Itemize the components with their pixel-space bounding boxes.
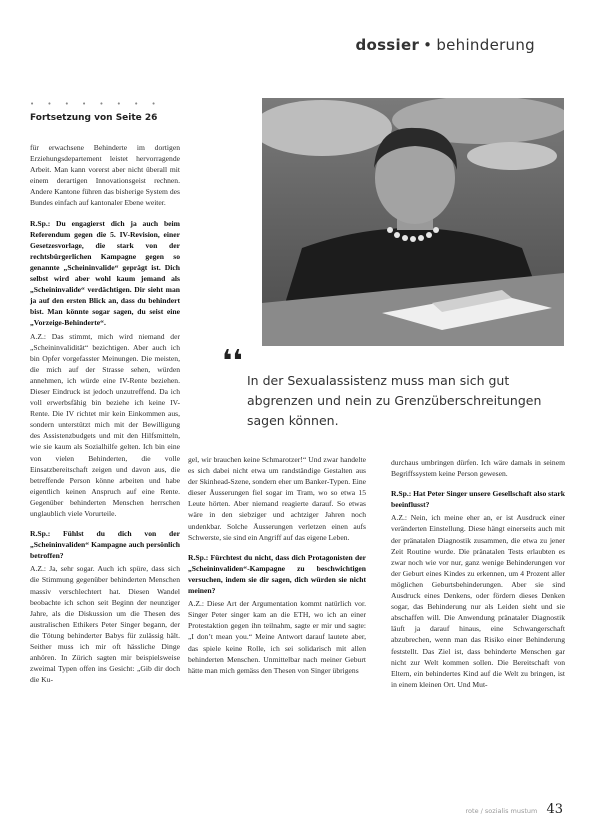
continuation-label: Fortsetzung von Seite 26 <box>30 113 158 123</box>
interview-question: R.Sp.: Du engagierst dich ja auch beim Referendum gegen die 5. IV-Revision, einer Gesetzesvorlage, die stark von der rechtsbürgerlichen Kampagne gegen so genannte „Scheininvalide“ geprägt ist. Dich selbst wird aber wohl kaum jemand als „Scheininvalide“ verdächtigen. Dir sieht man ja auf den ersten Blick an, dass du behindert bist. Man könnte sogar sagen, du seist eine „Vorzeige-Behinderte“. <box>30 218 180 328</box>
interview-question: R.Sp.: Fürchtest du nicht, dass dich Protagonisten der „Scheininvaliden“-Kampagne zu beschwichtigen versuchen, indem sie dir sagen, dich würden sie nicht meinen? <box>188 552 366 596</box>
pull-quote: In der Sexualassistenz muss man sich gut abgrenzen und nein zu Grenzüberschreitungen sagen können. <box>247 373 542 428</box>
paragraph: durchaus umbringen dürfen. Ich wäre damals in seinem Begriffssystem keine Person gewesen. <box>391 458 565 479</box>
paragraph: A.Z.: Nein, ich meine eher an, er ist Ausdruck einer veränderten Einstellung. Diese hängt einerseits auch mit der pränatalen Diagnostik zusammen, die etwa zu jener Zeit Routine wurde. Die pränatalen Tests erlaubten es zwar noch wie vor nur, ganz wenige Behinderungen vor der Geburt eines Kindes zu erkennen, um 4 Prozent aller möglichen Geburtsbehinderungen. Aber sie sind Ausdruck eines Denkens, oder fördern dieses Denken sogar, das Behinderung nur als Leiden sieht und sie abschaffen will. Die Anwendung pränataler Diagnostik läuft ja darauf hinaus, eine Schwangerschaft abzubrechen, wenn man das Risiko einer Behinderung feststellt. Das Ziel ist, dass behinderte Menschen gar nicht zur Welt kommen sollen. Die Bereitschaft von Eltern, ein behindertes Kind auf die Welt zu bringen, ist in einem kleinen Ort. Und Mut- <box>391 513 565 689</box>
quote-mark-icon: ❛❛ <box>222 344 243 379</box>
interview-question: R.Sp.: Fühlst du dich von der „Scheininvaliden“ Kampagne auch persönlich betroffen? <box>30 529 180 561</box>
paragraph: A.Z.: Ja, sehr sogar. Auch ich spüre, dass sich die Stimmung gegenüber behinderten Menschen massiv verschlechtert hat. Diesen Wandel beobachte ich schon seit Beginn der neunziger Jahre, als die Diskussion um die Thesen des australischen Ethikers Peter Singer begann, der die Tötung behinderter Babys für zulässig hält. Seither muss ich mir oft hässliche Dinge anhören. In Zürich sagten mir beispielsweise zweimal Typen offen ins Gesicht: „Gib dir doch die Ku- <box>30 564 180 685</box>
paragraph: A.Z.: Das stimmt, mich wird niemand der „Scheininvalidität“ bezichtigen. Aber auch ich bin Opfer vorgefasster Meinungen. Die meisten, die mich auf der Strasse sehen, würden annehmen, ich würde eine IV-Rente beziehen. Dieser Eindruck ist jedoch unzutreffend. Da ich voll erwerbsfähig bin beziehe ich keine IV-Rente. Die IV richtet mir kein Einkommen aus, sondern unterstützt mich mit der Bewilligung des Assistenzbudgets und mit den Hilfsmitteln, wie sie kaum als Sozialhilfe gelten. Ich bin eine von vielen Behinderten, die volle Einsatzbereitschaft zeigen und davon aus, die betreffende Person könne arbeiten und habe eigentlich keinen Anspruch auf eine Rente. Gegenüber behinderten Menschen herrschen unglaublich viele Vorurteile. <box>30 331 180 518</box>
page-number: 43 <box>546 802 563 817</box>
text-column-2 <box>188 454 366 685</box>
page-footer <box>466 798 563 817</box>
portrait-photo <box>262 98 564 346</box>
paragraph: für erwachsene Behinderte im dortigen Erziehungsdepartement leistet hervorragende Arbeit. Man kann vorerst aber nicht überall mit einem derartigen Innovationsgeist rechnen. Andere Kantone führen das bisherige System des Bundes einfach auf kantonaler Ebene weiter. <box>30 143 180 208</box>
text-column-3 <box>391 457 565 699</box>
portrait-illustration <box>262 98 564 346</box>
header-bullet: • <box>423 36 433 54</box>
paragraph: A.Z.: Diese Art der Argumentation kommt natürlich vor. Singer Peter singer kam an die ETH, wo ich an einer Protestaktion gegen ihn teilnahm, sagte er mir und sagte: „I don’t mean you.“ Meine Antwort darauf lautete aber, das spiele keine Rolle, ich sei solidarisch mit allen behinderten Menschen. Unmittelbar nach meiner Geburt hätte man mich gemäss den Thesen von Singer übrigens <box>188 599 366 675</box>
footer-source: rote / sozialis mustum <box>465 807 538 815</box>
paragraph: gel, wir brauchen keine Schmarotzer!“ Und zwar handelte es sich dabei nicht etwa um randständige Gestalten aus der Skinhead-Szene, sondern eher um Banker-Typen. Eine dieser Äusserungen fiel sogar im Tram, wo so etwa 15 Leute hörten. Aber niemand reagierte darauf. So etwas wäre in den siebziger und achtziger Jahren noch undenkbar. Solche Äusserungen verletzen einen aufs Schwerste, sie sind ein Angriff auf das eigene Leben. <box>188 455 366 542</box>
topic-label: behinderung <box>436 36 535 54</box>
interview-question: R.Sp.: Hat Peter Singer unsere Gesellschaft also stark beeinflusst? <box>391 489 566 510</box>
section-header <box>355 36 535 54</box>
section-label: dossier <box>355 36 420 54</box>
decorative-dots: • • • • • • • • <box>30 100 162 108</box>
text-column-1 <box>30 142 180 694</box>
